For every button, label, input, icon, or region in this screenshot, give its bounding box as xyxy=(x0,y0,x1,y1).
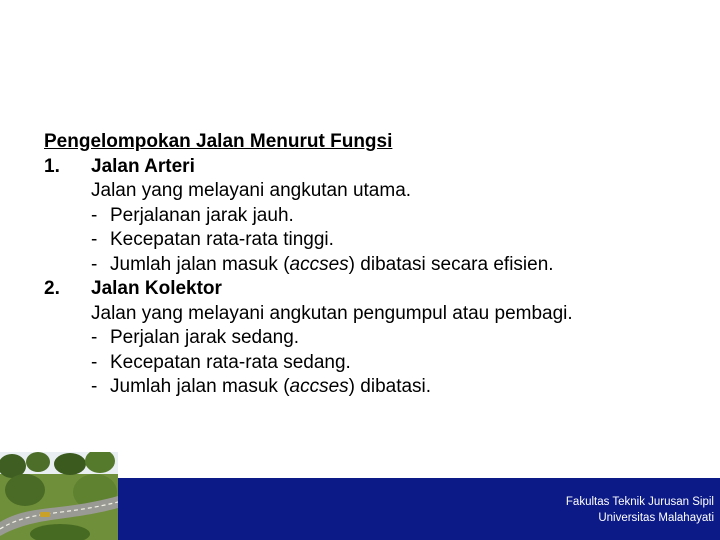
bullet-row xyxy=(44,228,684,253)
bullet xyxy=(91,228,334,253)
item-description-row xyxy=(44,179,684,204)
list-item-arteri xyxy=(44,155,684,180)
bullet-dash: - xyxy=(91,376,98,397)
bullet-dash: - xyxy=(91,229,98,250)
footer-faculty: Fakultas Teknik Jurusan Sipil xyxy=(565,496,714,508)
bullet-row xyxy=(44,204,684,229)
bullet xyxy=(91,351,351,376)
bullet-text-italic: accses xyxy=(289,376,349,397)
bullet xyxy=(91,253,554,278)
bullet xyxy=(91,326,299,351)
item-description: Jalan yang melayani angkutan utama. xyxy=(91,180,412,201)
bullet-text: Perjalanan jarak jauh. xyxy=(110,204,294,226)
slide-content xyxy=(44,130,684,400)
item-description-row xyxy=(44,302,684,327)
list-item-kolektor xyxy=(44,277,684,302)
bullet-text: Kecepatan rata-rata tinggi. xyxy=(110,229,334,250)
bullet-dash: - xyxy=(91,351,98,373)
bullet-text-pre: Jumlah jalan masuk ( xyxy=(110,376,290,397)
bullet xyxy=(91,375,431,400)
item-title: Jalan Kolektor xyxy=(91,278,222,299)
bullet-text: Perjalan jarak sedang. xyxy=(110,327,300,348)
item-number: 1. xyxy=(44,155,60,177)
footer-institution xyxy=(566,494,714,526)
slide-heading: Pengelompokan Jalan Menurut Fungsi xyxy=(44,131,393,152)
bullet-row xyxy=(44,253,684,278)
bullet-row xyxy=(44,375,684,400)
footer-university: Universitas Malahayati xyxy=(598,512,714,524)
road-photo xyxy=(0,452,118,540)
item-title: Jalan Arteri xyxy=(91,155,195,177)
bullet-text-pre: Jumlah jalan masuk ( xyxy=(110,253,290,275)
bullet-dash: - xyxy=(91,204,98,226)
bullet-row xyxy=(44,351,684,376)
bullet-text-italic: accses xyxy=(289,253,349,275)
bullet-dash: - xyxy=(91,253,98,275)
bullet-text-post: ) dibatasi. xyxy=(348,376,432,397)
bullet xyxy=(91,204,294,229)
bullet-dash: - xyxy=(91,327,98,348)
bullet-text-post: ) dibatasi secara efisien. xyxy=(348,253,554,275)
bullet-row xyxy=(44,326,684,351)
item-number: 2. xyxy=(44,278,60,299)
road-photo-graphic xyxy=(0,452,118,540)
bullet-text: Kecepatan rata-rata sedang. xyxy=(110,351,351,373)
item-description: Jalan yang melayani angkutan pengumpul atau pembagi. xyxy=(91,302,573,324)
